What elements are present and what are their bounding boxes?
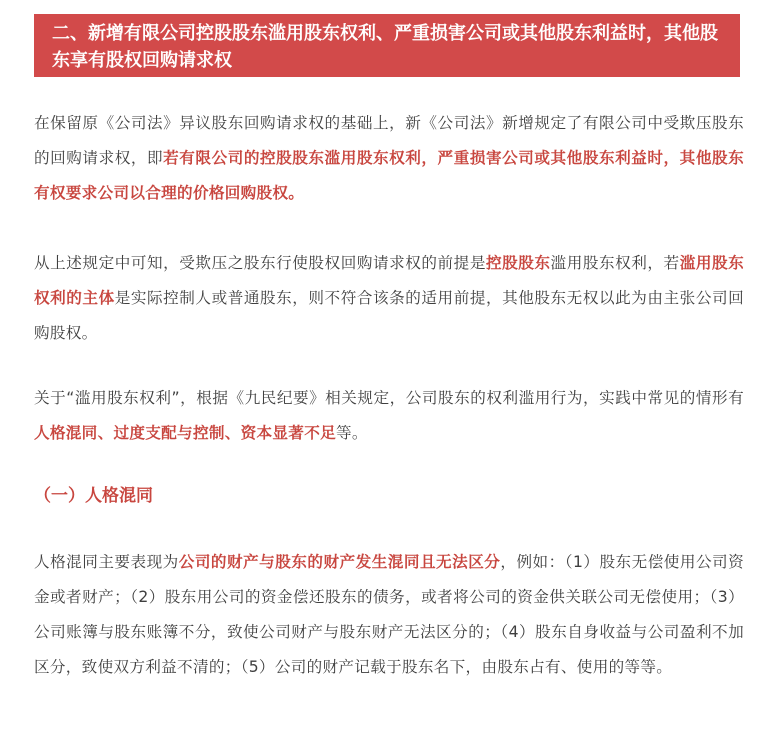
highlight-text: 控股股东 [485,254,551,272]
section-title-banner [34,14,740,77]
paragraph-text: 滥用股东权利，若 [550,254,680,272]
paragraph-text: 是实际控制人或普通股东，则不符合该条的适用前提，其他股东无权以此为由主张公司回购股权。 [34,289,744,342]
paragraph-text: 从上述规定中可知，受欺压之股东行使股权回购请求权的前提是 [34,254,486,272]
section-title: 二、新增有限公司控股股东滥用股东权利、严重损害公司或其他股东利益时，其他股东享有股权回购请求权 [52,23,718,71]
paragraph-precondition [34,246,744,351]
highlight-text: 人格混同、过度支配与控制、资本显著不足 [34,424,336,442]
paragraph-text: 在保留原《公司法》异议股东回购请求权的基础上，新《公司法》新增规定了有限公司中受欺压股东的回购请求权，即 [34,114,744,167]
highlight-text: 若有限公司的控股股东滥用股东权利，严重损害公司或其他股东利益时，其他股东有权要求公司以合理的价格回购股权。 [34,149,744,202]
paragraph-text: ，例如：（1）股东无偿使用公司资金或者财产；（2）股东用公司的资金偿还股东的债务，或者将公司的资金供关联公司无偿使用；（3）公司账簿与股东账簿不分，致使公司财产与股东财产无法区分的；（4）股东自身收益与公司盈利不加区分，致使双方利益不清的；（5）公司的财产记载于股东名下，由股东占有、使用的等等。 [34,553,744,676]
paragraph-text: 关于“滥用股东权利”，根据《九民纪要》相关规定，公司股东的权利滥用行为，实践中常见的情形有 [34,389,744,407]
paragraph-personality-confusion [34,545,744,685]
paragraph-text: 人格混同主要表现为 [34,553,179,571]
paragraph-text: 等。 [335,424,368,442]
highlight-text: 滥用股东权利的主体 [34,254,745,307]
paragraph-abuse-forms [34,381,744,451]
subheading-personality-confusion: （一）人格混同 [34,486,153,506]
highlight-text: 公司的财产与股东的财产发生混同且无法区分 [178,553,501,571]
paragraph-repurchase-right [34,106,744,211]
